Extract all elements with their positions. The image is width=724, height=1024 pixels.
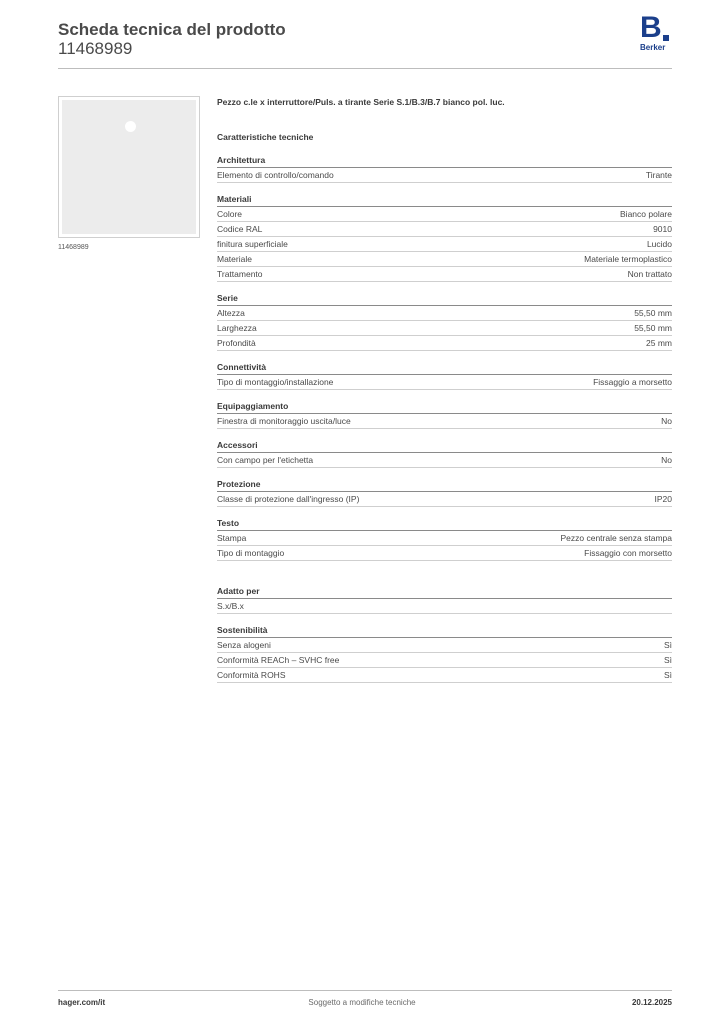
spec-value: Materiale termoplastico bbox=[584, 254, 672, 264]
spec-section bbox=[217, 478, 672, 507]
spec-section bbox=[217, 585, 672, 614]
spec-value: Non trattato bbox=[627, 269, 672, 279]
spec-content bbox=[217, 95, 672, 683]
section-title: Architettura bbox=[217, 154, 672, 168]
spec-label: Profondità bbox=[217, 338, 256, 348]
spec-row bbox=[217, 546, 672, 561]
spec-value: IP20 bbox=[654, 494, 672, 504]
header-divider bbox=[58, 68, 672, 69]
spec-row bbox=[217, 336, 672, 351]
spec-label: finitura superficiale bbox=[217, 239, 288, 249]
spec-value: Pezzo centrale senza stampa bbox=[560, 533, 672, 543]
spec-label: Classe di protezione dall'ingresso (IP) bbox=[217, 494, 360, 504]
section-title: Testo bbox=[217, 517, 672, 531]
spec-value: 9010 bbox=[653, 224, 672, 234]
section-title: Sostenibilità bbox=[217, 624, 672, 638]
section-title: Adatto per bbox=[217, 585, 672, 599]
spec-label: Colore bbox=[217, 209, 243, 219]
section-title: Accessori bbox=[217, 439, 672, 453]
spec-section bbox=[217, 154, 672, 183]
spec-section bbox=[217, 361, 672, 390]
spec-label: Tipo di montaggio bbox=[217, 548, 285, 558]
spec-label: Finestra di monitoraggio uscita/luce bbox=[217, 416, 351, 426]
spec-label: Trattamento bbox=[217, 269, 263, 279]
spec-value: Fissaggio a morsetto bbox=[593, 377, 672, 387]
berker-logo bbox=[640, 11, 674, 54]
spec-row bbox=[217, 168, 672, 183]
spec-label: Codice RAL bbox=[217, 224, 263, 234]
product-image bbox=[58, 96, 200, 238]
spec-label: Conformità ROHS bbox=[217, 670, 286, 680]
spec-section bbox=[217, 400, 672, 429]
spec-section bbox=[217, 292, 672, 351]
spec-row bbox=[217, 638, 672, 653]
logo-text: Berker bbox=[640, 43, 666, 52]
spec-value: Sì bbox=[663, 640, 672, 650]
spec-row bbox=[217, 306, 672, 321]
spec-row bbox=[217, 414, 672, 429]
product-image-plate bbox=[62, 100, 196, 234]
spec-label: Elemento di controllo/comando bbox=[217, 170, 334, 180]
spec-label: Larghezza bbox=[217, 323, 257, 333]
spec-value: Lucido bbox=[646, 239, 672, 249]
section-title: Equipaggiamento bbox=[217, 400, 672, 414]
spec-row bbox=[217, 653, 672, 668]
spec-row bbox=[217, 222, 672, 237]
spec-row bbox=[217, 267, 672, 282]
product-title: Pezzo c.le x interruttore/Puls. a tirante Serie S.1/B.3/B.7 bianco pol. luc. bbox=[217, 97, 505, 107]
spec-value: No bbox=[661, 416, 672, 426]
spec-value: 25 mm bbox=[646, 338, 672, 348]
spec-value: Bianco polare bbox=[620, 209, 672, 219]
spec-section bbox=[217, 193, 672, 282]
spec-value: Tirante bbox=[645, 170, 672, 180]
spec-row bbox=[217, 207, 672, 222]
product-number: 11468989 bbox=[58, 39, 133, 58]
spec-value: Fissaggio con morsetto bbox=[584, 548, 672, 558]
footer-note: Soggetto a modifiche tecniche bbox=[308, 998, 416, 1007]
spec-label: Con campo per l'etichetta bbox=[217, 455, 314, 465]
spec-label: S.x/B.x bbox=[217, 601, 244, 611]
spec-label: Tipo di montaggio/installazione bbox=[217, 377, 334, 387]
logo-letter: B bbox=[640, 11, 662, 44]
footer-website[interactable]: hager.com/it bbox=[58, 998, 106, 1007]
spec-value: 55,50 mm bbox=[634, 323, 672, 333]
section-title: Materiali bbox=[217, 193, 672, 207]
spec-row bbox=[217, 375, 672, 390]
features-title: Caratteristiche tecniche bbox=[217, 132, 314, 142]
spec-label: Senza alogeni bbox=[217, 640, 271, 650]
spec-value: 55,50 mm bbox=[634, 308, 672, 318]
image-caption: 11468989 bbox=[58, 244, 89, 251]
spec-label: Conformità REACh – SVHC free bbox=[217, 655, 340, 665]
spec-value: Sì bbox=[663, 670, 672, 680]
spec-row bbox=[217, 668, 672, 683]
spec-section bbox=[217, 439, 672, 468]
product-image-hole bbox=[125, 121, 136, 132]
page-title: Scheda tecnica del prodotto bbox=[58, 20, 286, 39]
spec-row bbox=[217, 492, 672, 507]
section-title: Protezione bbox=[217, 478, 672, 492]
spec-row bbox=[217, 321, 672, 336]
spec-label: Stampa bbox=[217, 533, 247, 543]
spec-row bbox=[217, 252, 672, 267]
spec-label: Materiale bbox=[217, 254, 252, 264]
spec-section bbox=[217, 624, 672, 683]
section-title: Connettività bbox=[217, 361, 672, 375]
spec-row bbox=[217, 237, 672, 252]
spec-sections bbox=[217, 154, 672, 683]
spec-row bbox=[217, 531, 672, 546]
logo-dot bbox=[663, 35, 669, 41]
spec-label: Altezza bbox=[217, 308, 245, 318]
footer-date: 20.12.2025 bbox=[631, 998, 672, 1007]
spec-row bbox=[217, 599, 672, 614]
section-title: Serie bbox=[217, 292, 672, 306]
spec-section bbox=[217, 517, 672, 561]
spec-row bbox=[217, 453, 672, 468]
spec-value: No bbox=[661, 455, 672, 465]
spec-value: Sì bbox=[663, 655, 672, 665]
footer-divider bbox=[58, 990, 672, 991]
